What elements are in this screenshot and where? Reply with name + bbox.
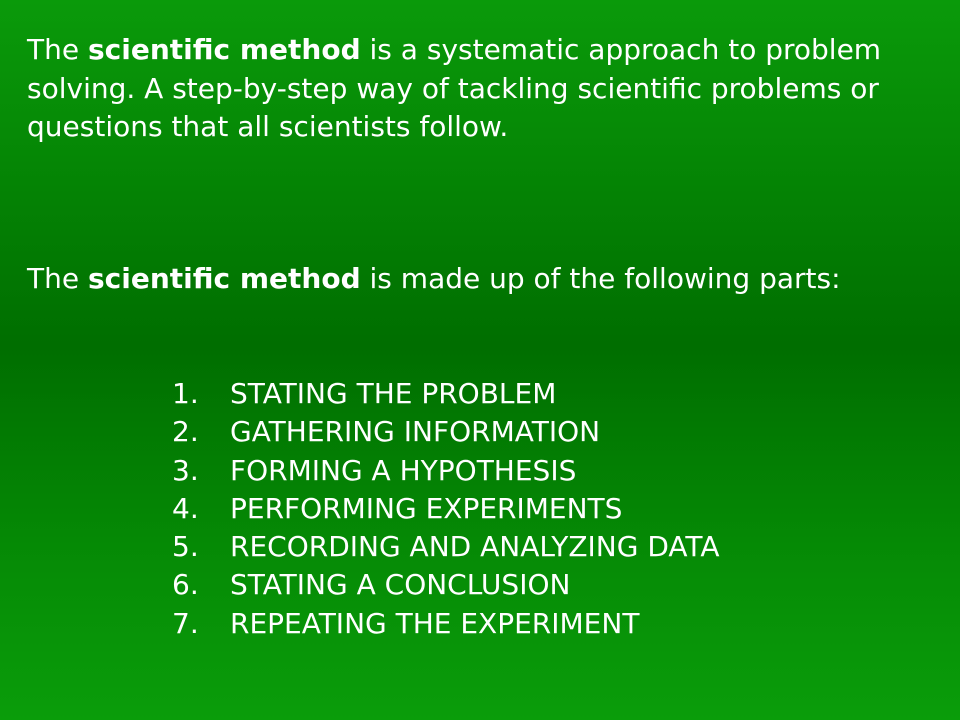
step-label: RECORDING AND ANALYZING DATA [230,530,720,564]
parts-prefix: The [27,262,88,295]
step-label: STATING THE PROBLEM [230,377,557,410]
step-label: PERFORMING EXPERIMENTS [230,491,623,525]
intro-paragraph [27,31,907,147]
step-number: 4. [172,491,199,525]
step-item [172,375,719,413]
step-number: 7. [172,606,199,640]
steps-list [172,375,719,643]
step-item [172,452,719,490]
step-label: REPEATING THE EXPERIMENT [230,606,640,640]
step-number: 3. [172,453,199,487]
step-item [172,413,719,451]
step-label: GATHERING INFORMATION [230,415,601,449]
parts-text: is made up of the following parts: [360,262,841,295]
step-label: FORMING A HYPOTHESIS [230,453,577,487]
step-number: 2. [172,415,199,449]
step-number: 1. [172,377,199,410]
step-item [172,566,719,604]
intro-prefix: The [27,33,88,66]
step-item [172,528,719,566]
intro-text: is a systematic approach to problem solving. A step-by-step way of tackling scientific problems or questions that all scientists follow. [27,33,882,143]
parts-paragraph [27,260,907,299]
parts-term: scientific method [87,262,361,295]
step-number: 6. [172,568,199,602]
intro-term: scientific method [87,33,361,66]
step-item [172,490,719,528]
step-label: STATING A CONCLUSION [230,568,571,602]
step-number: 5. [172,530,199,564]
step-item [172,605,719,643]
